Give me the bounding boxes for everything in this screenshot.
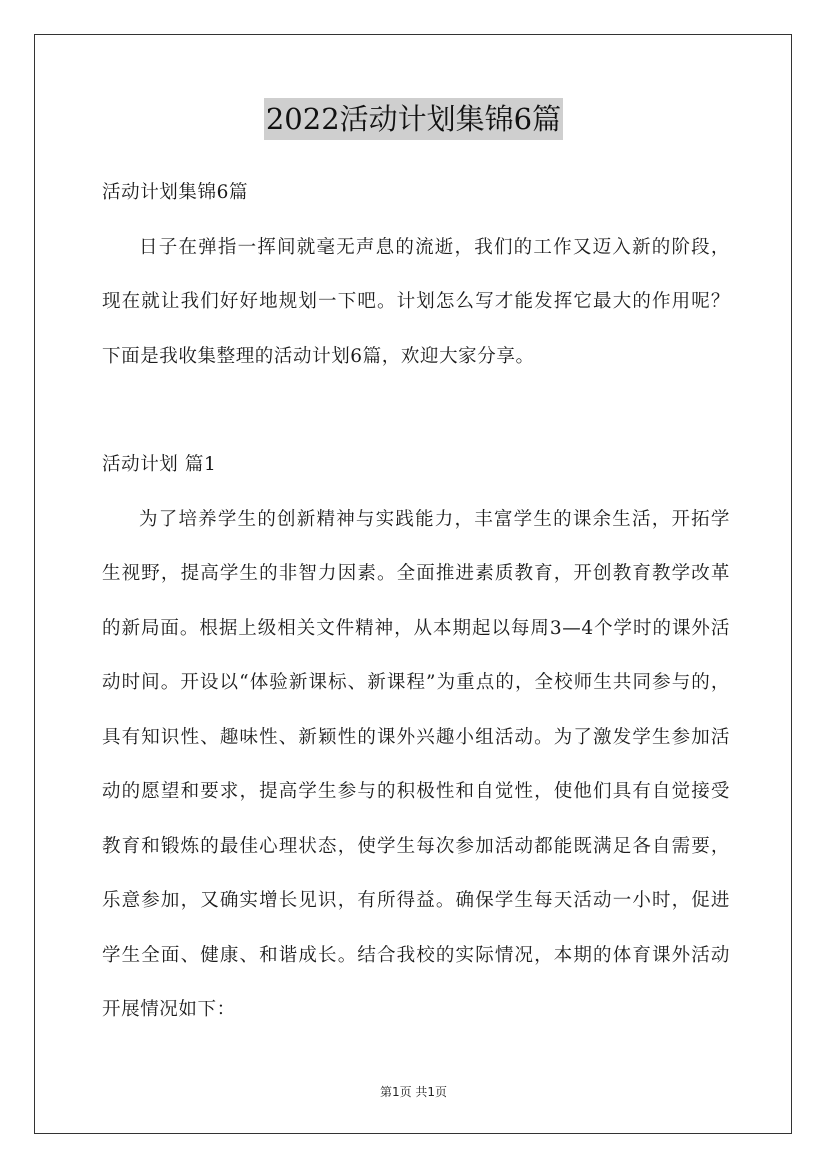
page-footer: 第1页 共1页: [379, 1085, 448, 1099]
title-container: [0, 98, 827, 140]
intro-paragraph: 日子在弹指一挥间就毫无声息的流逝，我们的工作又迈入新的阶段，现在就让我们好好地规划一下吧。计划怎么写才能发挥它最大的作用呢？下面是我收集整理的活动计划6篇，欢迎大家分享。: [102, 236, 730, 367]
document-body: [102, 166, 730, 1038]
document-subtitle: 活动计划集锦6篇: [102, 182, 249, 203]
document-title: 2022活动计划集锦6篇: [264, 98, 563, 140]
section-heading: 活动计划 篇1: [102, 454, 217, 475]
section-paragraph: 为了培养学生的创新精神与实践能力，丰富学生的课余生活，开拓学生视野，提高学生的非智力因素。全面推进素质教育，开创教育教学改革的新局面。根据上级相关文件精神，从本期起以每周3—4个学时的课外活动时间。开设以“体验新课标、新课程”为重点的，全校师生共同参与的，具有知识性、趣味性、新颖性的课外兴趣小组活动。为了激发学生参加活动的愿望和要求，提高学生参与的积极性和自觉性，使他们具有自觉接受教育和锻炼的最佳心理状态，使学生每次参加活动都能既满足各自需要，乐意参加，又确实增长见识，有所得益。确保学生每天活动一小时，促进学生全面、健康、和谐成长。结合我校的实际情况，本期的体育课外活动开展情况如下：: [102, 508, 730, 1020]
paragraph-spacer: [102, 384, 730, 438]
